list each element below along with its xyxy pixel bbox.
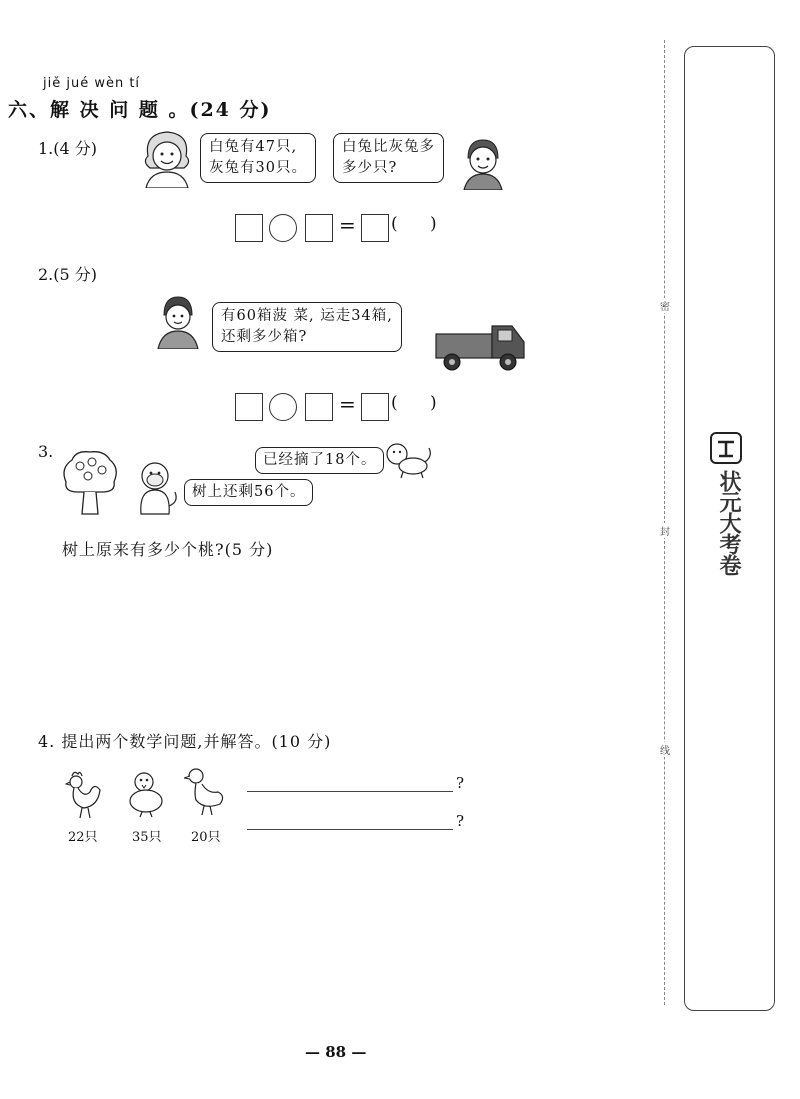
- q1-bubble-right-line1: 白兔比灰兔多: [342, 139, 435, 155]
- q4-question-mark-1: ?: [456, 774, 465, 792]
- q3-label: 3.: [38, 442, 54, 461]
- q3-question: 树上原来有多少个桃?(5 分): [62, 540, 274, 559]
- girl-illustration: [138, 126, 196, 188]
- q1-bubble-right-line2: 多少只?: [342, 160, 398, 176]
- q1-blank-box-3[interactable]: [361, 214, 389, 242]
- q4-answer-line-2[interactable]: [247, 829, 453, 830]
- q1-label: 1.(4 分): [38, 139, 98, 158]
- q1-bubble-left-line2: 灰兔有30只。: [209, 160, 307, 176]
- q3-bubble-top: 已经摘了18个。: [255, 447, 384, 474]
- q1-unit-paren[interactable]: ( ): [391, 214, 437, 234]
- q2-blank-box-2[interactable]: [305, 393, 333, 421]
- rooster-count: 22只: [68, 830, 98, 845]
- monkey-illustration-2: [383, 440, 433, 480]
- seal-char-3: 线: [660, 742, 670, 757]
- q2-bubble: [212, 302, 402, 352]
- q4-answer-line-1[interactable]: [247, 791, 453, 792]
- q1-operator-circle[interactable]: [269, 214, 297, 242]
- q2-label: 2.(5 分): [38, 265, 98, 284]
- q1-blank-box-2[interactable]: [305, 214, 333, 242]
- q2-bubble-line2: 还剩多少箱?: [221, 329, 308, 345]
- q2-blank-box-3[interactable]: [361, 393, 389, 421]
- q1-equals-sign: =: [339, 213, 356, 237]
- chick-icon: [124, 768, 170, 818]
- duck-icon: [184, 766, 226, 818]
- q2-blank-box-1[interactable]: [235, 393, 263, 421]
- page-number: — 88 —: [305, 1043, 367, 1061]
- q1-bubble-right: [333, 133, 444, 183]
- boy-illustration: [458, 136, 508, 190]
- q3-bubble-bottom: 树上还剩56个。: [184, 479, 313, 506]
- q2-unit-paren[interactable]: ( ): [391, 393, 437, 413]
- q4-label: 4. 提出两个数学问题,并解答。(10 分): [38, 732, 332, 751]
- rooster-icon: [60, 768, 104, 820]
- q2-bubble-line1: 有60箱菠 菜, 运走34箱,: [221, 308, 393, 324]
- seal-char-2: 封: [660, 523, 670, 538]
- q2-equals-sign: =: [339, 392, 356, 416]
- section-pinyin: jiě jué wèn tí: [43, 76, 141, 91]
- q2-operator-circle[interactable]: [269, 393, 297, 421]
- seal-char-1: 密: [660, 298, 670, 313]
- truck-illustration: [432, 320, 528, 372]
- boy-illustration-2: [155, 293, 201, 349]
- q1-bubble-left-line1: 白兔有47只,: [209, 139, 298, 155]
- q1-blank-box-1[interactable]: [235, 214, 263, 242]
- duck-count: 20只: [191, 830, 221, 845]
- q1-bubble-left: [200, 133, 316, 183]
- brand-logo-icon: [708, 430, 744, 466]
- brand-name: 状元大考卷: [716, 470, 741, 575]
- q4-question-mark-2: ?: [456, 812, 465, 830]
- chick-count: 35只: [132, 830, 162, 845]
- section-title: 六、解 决 问 题 。(24 分): [8, 99, 272, 121]
- peach-tree-illustration: [58, 448, 122, 516]
- monkey-illustration-1: [131, 458, 181, 516]
